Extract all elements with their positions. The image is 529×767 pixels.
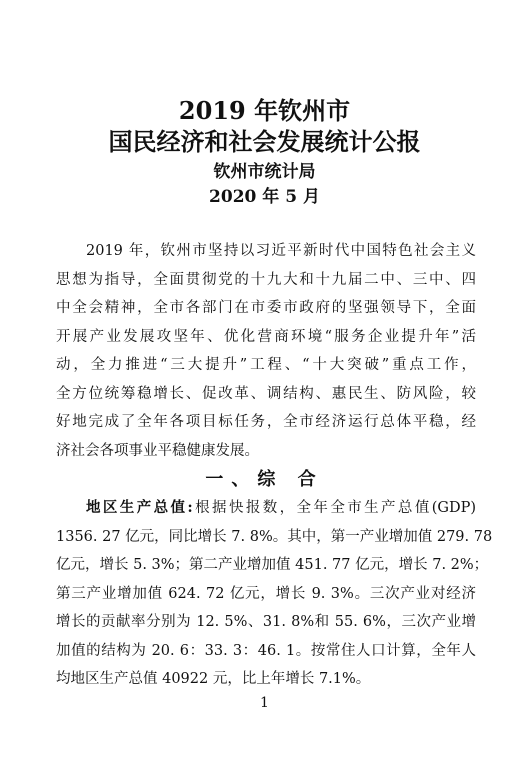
report-title: 国民经济和社会发展统计公报 [108,127,421,156]
paragraph-line: 济社会各项事业平稳健康发展。 [56,442,259,459]
paragraph-line: 中全会精神，全市各部门在市委市政府的坚强领导下，全面 [56,300,476,316]
publication-date: 2020 年 5 月 [209,187,320,207]
paragraph-line: 亿元，增长 5. 3%；第二产业增加值 451. 77 亿元，增长 7. 2%； [56,557,489,573]
paragraph-line: 加值的结构为 20. 6：33. 3：46. 1。按常住人口计算，全年人 [56,642,476,659]
paragraph-line: 思想为指导，全面贯彻党的十九大和十九届二中、三中、四 [56,271,476,288]
issuing-bureau: 钦州市统计局 [213,162,316,182]
gdp-lead-label: 地区生产总值: [86,499,193,516]
paragraph-line [56,494,476,523]
page-number: 1 [260,695,269,711]
gdp-paragraph [56,494,493,694]
report-title-year: 2019 年钦州市 [178,96,351,125]
paragraph-line: 全方位统筹稳增长、促改革、调结构、惠民生、防风险，较 [56,385,476,402]
paragraph-line: 开展产业发展攻坚年、优化营商环境“服务企业提升年”活 [56,328,476,345]
paragraph-line: 第三产业增加值 624. 72 亿元，增长 9. 3%。三次产业对经济 [56,585,476,602]
paragraph-line: 2019 年，钦州市坚持以习近平新时代中国特色社会主义 [86,243,476,259]
paragraph-line: 好地完成了全年各项目标任务，全市经济运行总体平稳，经 [56,414,476,430]
gdp-first-line-text: 根据快报数，全年全市生产总值(GDP) [192,500,476,516]
section-heading-general: 一、综 合 [205,469,324,490]
paragraph-line: 增长的贡献率分别为 12. 5%、31. 8%和 55. 6%，三次产业增 [56,614,476,630]
paragraph-line: 1356. 27 亿元，同比增长 7. 8%。其中，第一产业增加值 279. 78 [56,528,493,545]
paragraph-line: 均地区生产总值 40922 元，比上年增长 7.1%。 [56,671,371,687]
intro-paragraph [56,237,476,465]
paragraph-line: 动，全力推进“三大提升”工程、“十大突破”重点工作， [56,357,476,373]
